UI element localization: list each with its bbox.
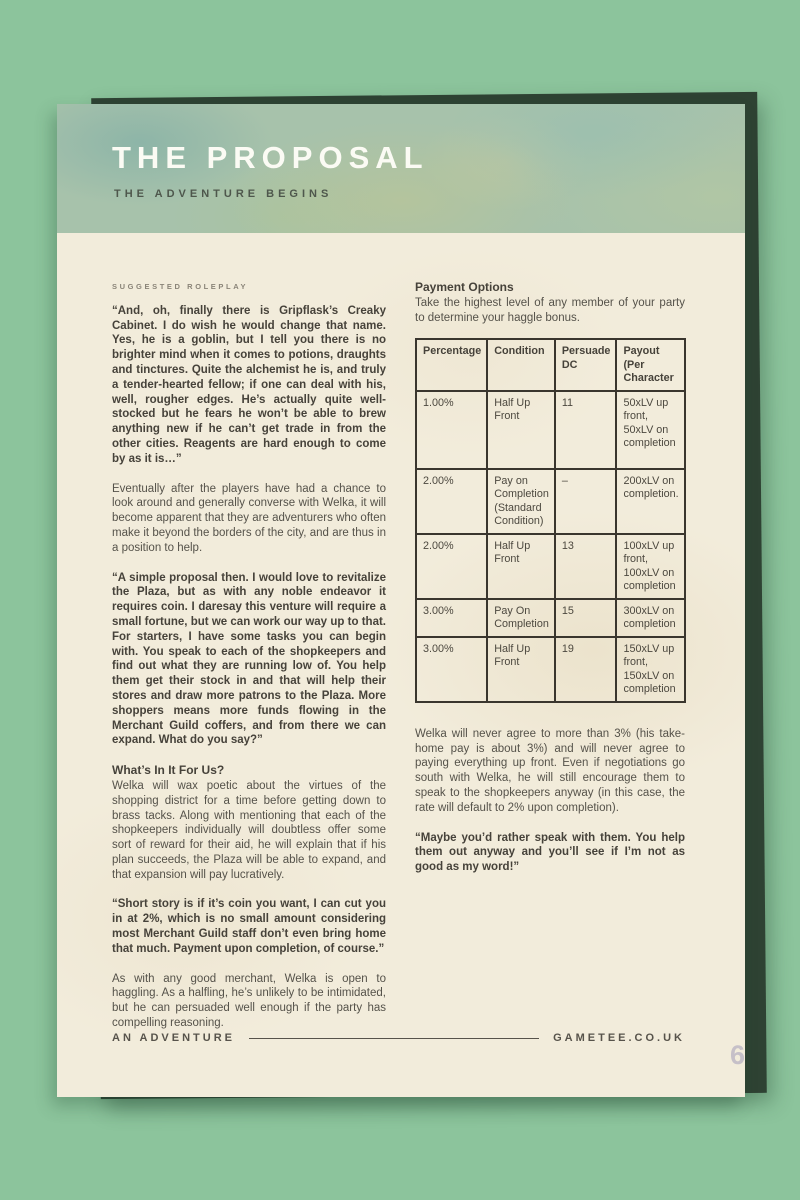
subheading-payment-options: Payment Options: [415, 280, 514, 294]
page-title: THE PROPOSAL: [112, 140, 429, 175]
roleplay-quote-1: “And, oh, finally there is Gripflask’s Creaky Cabinet. I do wish he would change that name. Yes, he is a goblin, but I tell you there is no brighter mind when it comes to potions, draughts and tinctures. Quite the alchemist he is, and truly a tender-hearted fellow; if one can deal with his, well, rougher edges. He’s actually quite well-stocked but he fears he won’t be able to brew anything new if he can’t get trade in from the other cities. Reagents are hard enough to come by as it is…”: [112, 304, 386, 465]
page-subtitle: THE ADVENTURE BEGINS: [114, 188, 333, 200]
column-header-percentage: Percentage: [416, 339, 487, 391]
table-row: [416, 534, 685, 599]
cell-condition: Half Up Front: [487, 637, 555, 702]
roleplay-quote-4: “Maybe you’d rather speak with them. You help them out anyway and you’ll see if I’m not as good as my word!”: [415, 831, 685, 874]
cell-payout: 100xLV up front, 100xLV on completion: [616, 534, 684, 599]
table-row: [416, 391, 685, 469]
paragraph-never-agree: Welka will never agree to more than 3% (his take-home pay is about 3%) and will never agree to paying everything up front. Even if negotiations go south with Welka, he will still encourage them to speak to the shopkeepers anyway (in this case, the rate will default to 2% upon completion).: [415, 727, 685, 814]
cell-condition: Pay on Completion (Standard Condition): [487, 469, 555, 534]
column-header-condition: Condition: [487, 339, 555, 391]
left-column: [112, 280, 386, 1046]
roleplay-quote-2: “A simple proposal then. I would love to revitalize the Plaza, but as with any noble endeavor it requires coin. I daresay this venture will require a small fortune, but we can work our way up to that. For starters, I have some tasks you can begin with. You speak to each of the shopkeepers and find out what they are running low of. You help them get their stock in and that will help their stores and draw more patrons to the Plaza. More shoppers means more funds flowing in the Merchant Guild coffers, and from there we can expand. What do you say?”: [112, 571, 386, 747]
cell-persuade-dc: 13: [555, 534, 617, 599]
paragraph-eventually: Eventually after the players have had a chance to look around and generally converse with Welka, it will become apparent that they are adventurers who often make it beyond the borders of the city, and are thus in a position to help.: [112, 482, 386, 554]
footer-right-label: GAMETEE.CO.UK: [553, 1032, 685, 1044]
cell-persuade-dc: 19: [555, 637, 617, 702]
paragraph-haggling: As with any good merchant, Welka is open to haggling. As a halfling, he’s unlikely to be intimidated, but he can persuaded well enough if the party has compelling reasoning.: [112, 972, 386, 1030]
cell-persuade-dc: 15: [555, 599, 617, 637]
cell-payout: 150xLV up front, 150xLV on completion: [616, 637, 684, 702]
footer-divider-line: [249, 1038, 539, 1039]
footer-left-label: AN ADVENTURE: [112, 1032, 235, 1044]
column-header-payout: Payout (Per Character: [616, 339, 684, 391]
subheading-whats-in-it: What’s In It For Us?: [112, 763, 225, 778]
cell-condition: Pay On Completion: [487, 599, 555, 637]
cell-condition: Half Up Front: [487, 534, 555, 599]
paragraph-welka-wax: Welka will wax poetic about the virtues of the shopping district for a time before getting down to brass tacks. Along with mentioning that each of the shopkeepers individually will doubtless offer some sort of reward for their aid, he will explain that if his plan succeeds, the Plaza will be able to expand, and that expansion will pay lucratively.: [112, 779, 386, 881]
roleplay-quote-3: “Short story is if it’s coin you want, I can cut you in at 2%, which is no small amount considering most Merchant Guild staff don’t even bring home that much. Payment upon completion, of course.”: [112, 898, 386, 955]
page-footer: [112, 1032, 685, 1044]
cell-persuade-dc: –: [555, 469, 617, 534]
paragraph-haggle-bonus: Take the highest level of any member of your party to determine your haggle bonus.: [415, 296, 685, 324]
cell-payout: 200xLV on completion.: [616, 469, 684, 534]
payment-options-table: [415, 338, 686, 703]
cell-percentage: 1.00%: [416, 391, 487, 469]
cell-percentage: 2.00%: [416, 469, 487, 534]
cell-payout: 300xLV on completion: [616, 599, 684, 637]
table-header-row: [416, 339, 685, 391]
table-row: [416, 599, 685, 637]
cell-percentage: 3.00%: [416, 599, 487, 637]
right-column: [415, 280, 685, 890]
cell-payout: 50xLV up front, 50xLV on completion: [616, 391, 684, 469]
cell-condition: Half Up Front: [487, 391, 555, 469]
cell-persuade-dc: 11: [555, 391, 617, 469]
cell-percentage: 2.00%: [416, 534, 487, 599]
header-band: [57, 104, 745, 233]
cell-percentage: 3.00%: [416, 637, 487, 702]
section-kicker: SUGGESTED ROLEPLAY: [112, 282, 249, 291]
page-number: 6: [729, 1040, 745, 1070]
table-row: [416, 637, 685, 702]
table-row: [416, 469, 685, 534]
document-page: [57, 104, 745, 1097]
column-header-persuade-dc: Persuade DC: [555, 339, 617, 391]
